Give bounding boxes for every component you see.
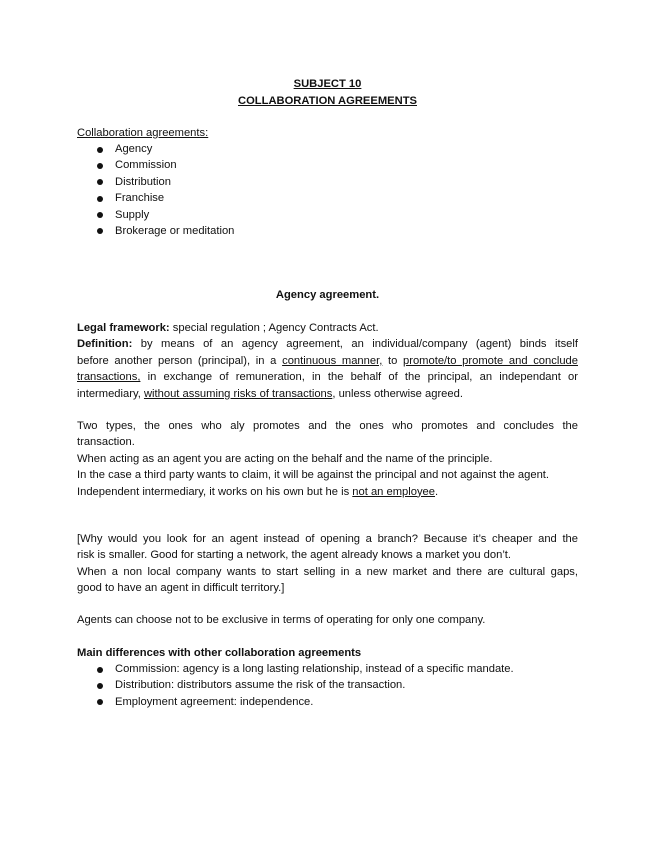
why-line-3: When a non local company wants to start selling in a new market and there are cultural gaps,: [77, 565, 578, 578]
definition-block: [77, 320, 578, 402]
differences-heading: Main differences with other collaboration agreements: [77, 647, 362, 659]
page-title: COLLABORATION AGREEMENTS: [238, 95, 417, 107]
definition-text: before another person (principal), in a: [77, 354, 283, 367]
list-item: Agency: [96, 141, 234, 157]
types-line-4: In the case a third party wants to claim, it will be against the principal and not against the agent.: [77, 469, 550, 482]
list-item: Brokerage or meditation: [96, 223, 234, 239]
collab-list: [96, 141, 234, 239]
why-block: [77, 531, 578, 597]
list-item: Commission: [96, 157, 234, 173]
definition-underlined: transactions,: [77, 371, 141, 384]
why-line-2: risk is smaller. Good for starting a network, the agent already knows a market you don’t.: [77, 549, 512, 562]
definition-line-1: [77, 336, 578, 352]
agency-heading: Agency agreement.: [275, 289, 380, 301]
definition-underlined: continuous manner,: [282, 354, 383, 367]
types-text: Independent intermediary, it works on his own but he is: [77, 485, 353, 498]
definition-underlined: promote/to promote and conclude: [403, 354, 578, 367]
types-line-5: [77, 484, 578, 500]
legal-framework-line: [77, 320, 578, 336]
definition-underlined: without assuming risks of transactions: [143, 387, 333, 400]
list-item: Employment agreement: independence.: [96, 694, 514, 710]
definition-line-3: [77, 369, 578, 385]
exclusive-paragraph: [77, 612, 578, 628]
collab-heading: [77, 125, 578, 141]
definition-text: in exchange of remuneration, in the behalf of the principal, an independant or: [140, 371, 578, 384]
legal-text: special regulation ; Agency Contracts Act.: [169, 322, 379, 334]
types-underlined: not an employee: [352, 485, 436, 498]
types-text: .: [435, 485, 439, 498]
definition-text: , unless otherwise agreed.: [332, 387, 463, 400]
why-line-1: [Why would you look for an agent instead of opening a branch? Because it’s cheaper and the: [77, 533, 578, 545]
definition-text: by means of an agency agreement, an individual/company (agent) binds itself: [132, 338, 578, 351]
definition-text: to: [382, 354, 403, 367]
types-line-1: Two types, the ones who aly promotes and the ones who promotes and concludes the: [77, 420, 578, 432]
types-block: [77, 418, 578, 500]
legal-label: Legal framework:: [77, 322, 170, 334]
why-line-4: good to have an agent in difficult territory.]: [77, 582, 285, 595]
list-item: Franchise: [96, 190, 234, 206]
definition-label: Definition:: [77, 338, 133, 351]
exclusive-text: Agents can choose not to be exclusive in terms of operating for only one company.: [77, 614, 486, 626]
list-item: Supply: [96, 207, 234, 223]
definition-line-2: [77, 353, 578, 369]
list-item: Distribution: [96, 174, 234, 190]
differences-list: [96, 661, 514, 710]
definition-line-4: [77, 386, 578, 402]
types-line-3: When acting as an agent you are acting on the behalf and the name of the principle.: [77, 452, 493, 465]
definition-text: intermediary,: [77, 387, 144, 400]
types-line-2: transaction.: [77, 436, 135, 449]
subject-number: SUBJECT 10: [293, 78, 362, 90]
list-item: Commission: agency is a long lasting relationship, instead of a specific mandate.: [96, 661, 514, 677]
collab-heading-text: Collaboration agreements:: [77, 127, 209, 139]
list-item: Distribution: distributors assume the risk of the transaction.: [96, 677, 514, 693]
